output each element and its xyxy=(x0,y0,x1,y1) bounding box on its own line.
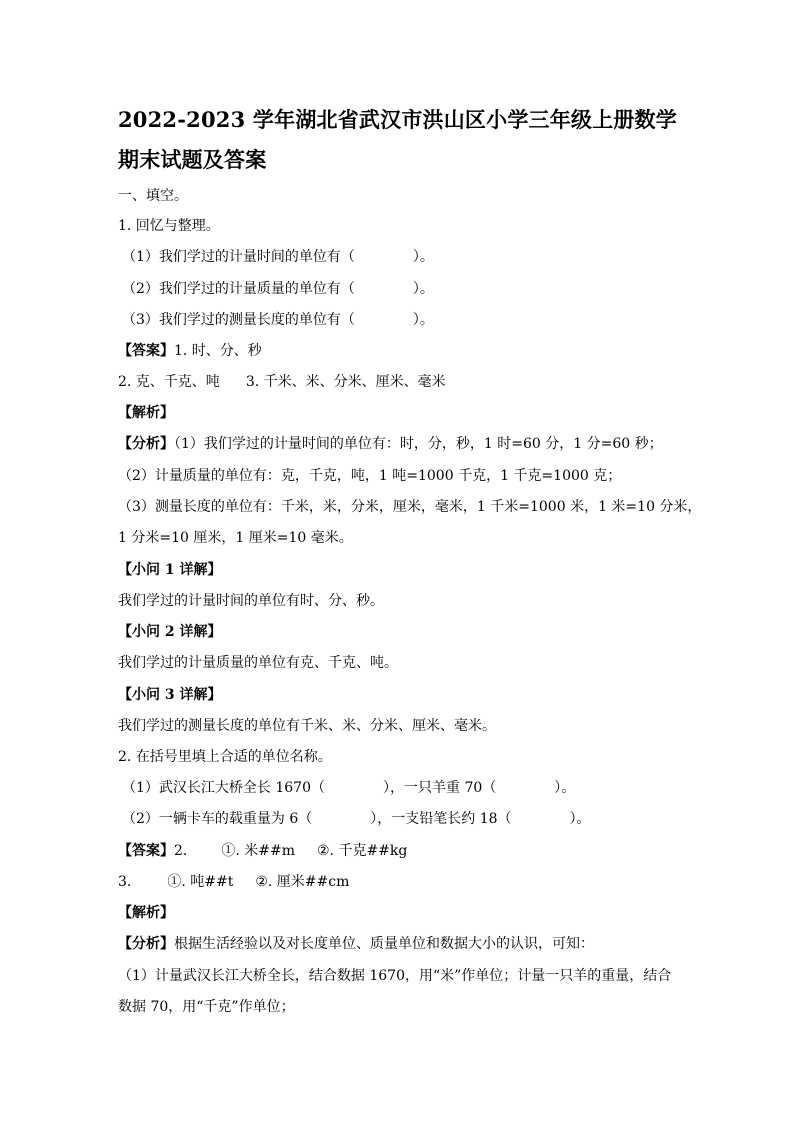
detail-2-label: 【小问 2 详解】 xyxy=(118,624,222,640)
detail-3-text: 我们学过的测量长度的单位有千米、米、分米、厘米、毫米。 xyxy=(118,718,496,734)
question-2-part-2: （2）一辆卡车的载重量为 6（ ），一支铅笔长约 18（ ）。 xyxy=(122,811,591,827)
fenxi-label: 【分析】 xyxy=(118,436,174,452)
question-1-part-2: （2）我们学过的计量质量的单位有（ ）。 xyxy=(122,281,434,297)
answer-label: 【答案】 xyxy=(118,343,174,359)
question-1-answer-cont: 2. 克、千克、吨 3. 千米、米、分米、厘米、毫米 xyxy=(118,374,446,390)
question-1-part-1: （1）我们学过的计量时间的单位有（ ）。 xyxy=(122,249,434,265)
question-1-fenxi-3: （3）测量长度的单位有：千米，米，分米，厘米，毫米，1 千米=1000 米，1 米=10 分米， xyxy=(118,499,702,515)
question-1-fenxi-2: （2）计量质量的单位有：克，千克，吨，1 吨=1000 千克，1 千克=1000 克； xyxy=(118,468,622,484)
question-1-answer: 【答案】1. 时、分、秒 xyxy=(118,343,262,359)
question-2-fenxi-0: 【分析】根据生活经验以及对长度单位、质量单位和数据大小的认识，可知： xyxy=(118,936,594,952)
question-2-fenxi-1-cont: 数据 70，用“千克”作单位； xyxy=(118,999,295,1015)
question-1-fenxi-1: 【分析】（1）我们学过的计量时间的单位有：时，分，秒，1 时=60 分，1 分=60 秒； xyxy=(118,436,663,452)
question-1-stem: 1. 回忆与整理。 xyxy=(118,218,220,234)
detail-3-label: 【小问 3 详解】 xyxy=(118,687,222,703)
analysis-label: 【解析】 xyxy=(118,405,174,421)
question-2-answer: 【答案】2. ①. 米##m ②. 千克##kg xyxy=(118,843,408,859)
detail-1-text: 我们学过的计量时间的单位有时、分、秒。 xyxy=(118,593,384,609)
document-title: 2022-2023 学年湖北省武汉市洪山区小学三年级上册数学期末试题及答案 xyxy=(118,107,677,172)
fenxi-label: 【分析】 xyxy=(118,936,174,952)
answer-label: 【答案】 xyxy=(118,843,174,859)
question-2-answer-cont: 3. ①. 吨##t ②. 厘米##cm xyxy=(118,874,350,890)
question-2-stem: 2. 在括号里填上合适的单位名称。 xyxy=(118,749,332,765)
analysis-label-2: 【解析】 xyxy=(118,905,174,921)
question-2-fenxi-1: （1）计量武汉长江大桥全长，结合数据 1670，用“米”作单位；计量一只羊的重量，结合 xyxy=(118,968,672,984)
question-2-part-1: （1）武汉长江大桥全长 1670（ ），一只羊重 70（ ）。 xyxy=(122,780,576,796)
section-heading: 一、填空。 xyxy=(118,188,188,204)
question-1-fenxi-3-cont: 1 分米=10 厘米，1 厘米=10 毫米。 xyxy=(118,530,353,546)
detail-2-text: 我们学过的计量质量的单位有克、千克、吨。 xyxy=(118,655,398,671)
detail-1-label: 【小问 1 详解】 xyxy=(118,562,222,578)
question-1-part-3: （3）我们学过的测量长度的单位有（ ）。 xyxy=(122,312,434,328)
